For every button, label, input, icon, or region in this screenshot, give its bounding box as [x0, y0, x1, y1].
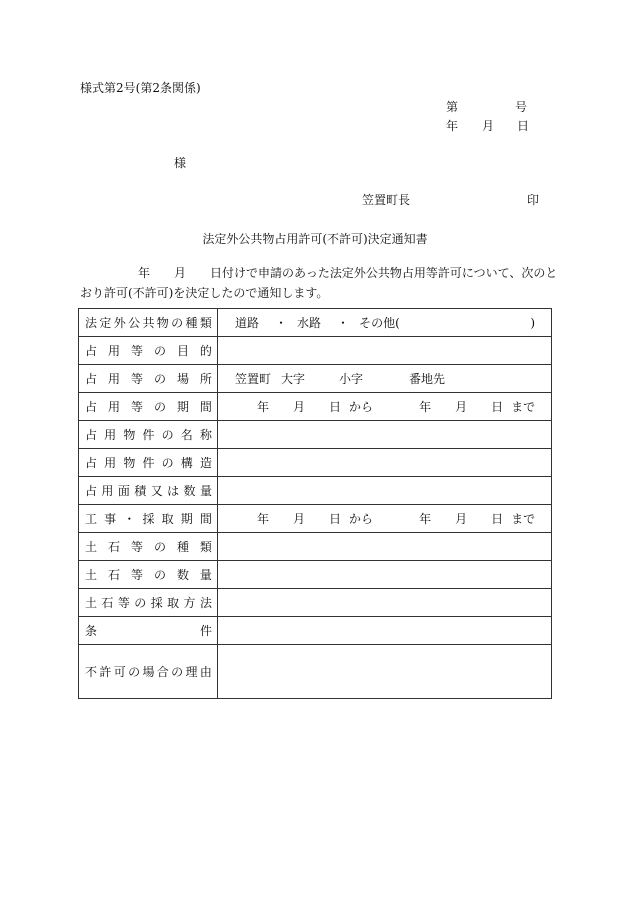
- label-purpose: [85, 345, 212, 357]
- label-char: 定: [99, 315, 112, 330]
- label-char: 土: [85, 539, 98, 554]
- work-period-fields: [235, 505, 551, 532]
- label-char: 類: [199, 315, 212, 330]
- label-char: の: [153, 399, 166, 414]
- work-end-month: 月: [455, 511, 468, 526]
- row-value: [218, 617, 552, 645]
- label-char: 等: [130, 539, 143, 554]
- period-end-day: 日: [491, 399, 504, 414]
- label-char: 又: [150, 483, 163, 498]
- row-label: [79, 309, 218, 337]
- label-char: 用: [104, 455, 117, 470]
- label-char: 種: [176, 539, 189, 554]
- table-row: [79, 617, 552, 645]
- label-char: 取: [161, 511, 174, 526]
- label-char: の: [161, 455, 174, 470]
- label-char: 量: [199, 483, 212, 498]
- row-value: [218, 645, 552, 699]
- label-char: 占: [85, 483, 98, 498]
- period-end-month: 月: [455, 399, 468, 414]
- label-char: 等: [130, 567, 143, 582]
- row-value: [218, 309, 552, 337]
- work-until: まで: [511, 511, 536, 526]
- label-char: 構: [180, 455, 193, 470]
- table-row: [79, 421, 552, 449]
- kind-sep-2: ・: [337, 315, 350, 330]
- work-from: から: [349, 511, 374, 526]
- label-char: 占: [85, 427, 98, 442]
- label-char: 件: [142, 427, 155, 442]
- kind-other-close: ): [530, 315, 535, 330]
- row-label: [79, 449, 218, 477]
- row-label: [79, 337, 218, 365]
- label-char: ・: [123, 511, 136, 526]
- label-char: 種: [185, 315, 198, 330]
- label-char: 占: [85, 399, 98, 414]
- addressee-suffix: 様: [174, 156, 187, 170]
- row-label: [79, 393, 218, 421]
- row-value: [218, 505, 552, 533]
- kind-options: [235, 309, 551, 336]
- document-title: 法定外公共物占用許可(不許可)決定通知書: [202, 232, 428, 246]
- table-row: [79, 505, 552, 533]
- label-char: 物: [123, 455, 136, 470]
- row-value: [218, 477, 552, 505]
- row-label: [79, 589, 218, 617]
- table-row: [79, 533, 552, 561]
- body-text-line-2: おり許可(不許可)を決定したので通知します。: [80, 286, 329, 300]
- form-number: 様式第2号(第2条関係): [80, 81, 201, 95]
- label-char: 目: [176, 343, 189, 358]
- period-from: から: [349, 399, 374, 414]
- label-char: 事: [104, 511, 117, 526]
- label-char: の: [134, 595, 147, 610]
- label-char: 公: [128, 315, 141, 330]
- period-start-day: 日: [329, 399, 342, 414]
- row-value: [218, 421, 552, 449]
- row-value: [218, 533, 552, 561]
- label-char: 取: [167, 595, 180, 610]
- body-text-line-1: [80, 267, 556, 279]
- label-char: 間: [199, 511, 212, 526]
- label-char: 占: [85, 371, 98, 386]
- label-soil-method: [85, 597, 212, 609]
- label-char: 用: [107, 399, 120, 414]
- row-value: [218, 589, 552, 617]
- place-fields: [235, 365, 551, 392]
- label-char: 所: [199, 371, 212, 386]
- label-char: 占: [85, 343, 98, 358]
- table-row: [79, 477, 552, 505]
- label-char: 条: [85, 623, 98, 638]
- table-row: [79, 645, 552, 699]
- label-char: の: [161, 427, 174, 442]
- label-char: 的: [199, 343, 212, 358]
- period-start-year: 年: [257, 399, 270, 414]
- seal-mark: 印: [527, 193, 540, 207]
- date-day-label: 日: [517, 119, 530, 133]
- label-char: 用: [101, 483, 114, 498]
- kind-other: その他(: [359, 315, 400, 330]
- table-row: [79, 449, 552, 477]
- label-char: 石: [101, 595, 114, 610]
- label-work-period: [85, 513, 212, 525]
- label-char: 間: [199, 399, 212, 414]
- label-object-name: [85, 429, 212, 441]
- row-label: [79, 505, 218, 533]
- work-end-year: 年: [419, 511, 432, 526]
- label-char: 件: [199, 623, 212, 638]
- label-conditions: [85, 625, 212, 637]
- issuer-name: 笠置町長: [362, 193, 411, 207]
- label-char: 造: [199, 455, 212, 470]
- label-char: 法: [199, 595, 212, 610]
- label-kind: [85, 317, 212, 329]
- label-object-structure: [85, 457, 212, 469]
- label-char: 外: [113, 315, 126, 330]
- work-start-year: 年: [257, 511, 270, 526]
- row-value: [218, 449, 552, 477]
- work-start-month: 月: [293, 511, 306, 526]
- label-char: 理: [185, 664, 198, 679]
- label-char: 場: [142, 664, 155, 679]
- label-char: 許: [99, 664, 112, 679]
- label-char: 工: [85, 511, 98, 526]
- date-month-label: 月: [482, 119, 495, 133]
- row-label: [79, 365, 218, 393]
- row-value: [218, 365, 552, 393]
- label-char: の: [153, 343, 166, 358]
- label-char: の: [153, 539, 166, 554]
- label-char: 数: [183, 483, 196, 498]
- place-koaza: 小字: [339, 371, 364, 386]
- label-char: 用: [107, 343, 120, 358]
- body-year: 年: [138, 266, 151, 280]
- label-char: の: [171, 664, 184, 679]
- work-end-day: 日: [491, 511, 504, 526]
- period-fields: [235, 393, 551, 420]
- label-soil-kind: [85, 541, 212, 553]
- row-label: [79, 561, 218, 589]
- label-char: 土: [85, 567, 98, 582]
- label-char: 占: [85, 455, 98, 470]
- period-end-year: 年: [419, 399, 432, 414]
- label-char: 採: [142, 511, 155, 526]
- table-row: [79, 561, 552, 589]
- label-char: 用: [107, 371, 120, 386]
- label-char: 物: [156, 315, 169, 330]
- doc-number-suffix: 号: [515, 100, 528, 114]
- place-town: 笠置町: [235, 371, 272, 386]
- label-char: の: [153, 371, 166, 386]
- permit-table: [78, 308, 552, 699]
- period-start-month: 月: [293, 399, 306, 414]
- label-char: 場: [176, 371, 189, 386]
- kind-waterway: 水路: [297, 315, 322, 330]
- row-label: [79, 533, 218, 561]
- label-char: 等: [130, 371, 143, 386]
- row-label: [79, 617, 218, 645]
- label-char: 数: [176, 567, 189, 582]
- kind-sep-1: ・: [275, 315, 288, 330]
- date-year-label: 年: [446, 119, 459, 133]
- label-char: 採: [150, 595, 163, 610]
- body-line1-rest: 日付けで申請のあった法定外公共物占用等許可について、次のと: [210, 266, 558, 280]
- label-char: の: [128, 664, 141, 679]
- table-row: [79, 393, 552, 421]
- row-label: [79, 645, 218, 699]
- row-value: [218, 337, 552, 365]
- label-char: の: [171, 315, 184, 330]
- label-char: 方: [183, 595, 196, 610]
- label-char: 期: [176, 399, 189, 414]
- label-char: 共: [142, 315, 155, 330]
- table-row: [79, 337, 552, 365]
- label-char: 不: [85, 664, 98, 679]
- label-char: 物: [123, 427, 136, 442]
- doc-number-prefix: 第: [446, 100, 459, 114]
- label-char: 等: [130, 343, 143, 358]
- label-char: 面: [117, 483, 130, 498]
- label-char: 名: [180, 427, 193, 442]
- label-denial-reason: [85, 666, 212, 678]
- table-row: [79, 365, 552, 393]
- label-char: 類: [199, 539, 212, 554]
- row-label: [79, 421, 218, 449]
- label-place: [85, 373, 212, 385]
- label-char: 用: [104, 427, 117, 442]
- work-start-day: 日: [329, 511, 342, 526]
- label-char: の: [153, 567, 166, 582]
- period-until: まで: [511, 399, 536, 414]
- label-char: 可: [113, 664, 126, 679]
- label-char: 量: [199, 567, 212, 582]
- label-char: 法: [85, 315, 98, 330]
- table-row: [79, 589, 552, 617]
- place-oaza: 大字: [281, 371, 306, 386]
- label-char: 石: [107, 539, 120, 554]
- label-char: 積: [134, 483, 147, 498]
- label-char: 合: [156, 664, 169, 679]
- label-char: 由: [199, 664, 212, 679]
- body-month: 月: [174, 266, 187, 280]
- label-char: 等: [117, 595, 130, 610]
- label-char: 称: [199, 427, 212, 442]
- label-area: [85, 485, 212, 497]
- row-value: [218, 561, 552, 589]
- row-value: [218, 393, 552, 421]
- label-char: 期: [180, 511, 193, 526]
- label-char: 件: [142, 455, 155, 470]
- label-char: 等: [130, 399, 143, 414]
- label-period: [85, 401, 212, 413]
- label-char: 石: [107, 567, 120, 582]
- row-label: [79, 477, 218, 505]
- label-char: 土: [85, 595, 98, 610]
- place-lot: 番地先: [409, 371, 446, 386]
- label-soil-amount: [85, 569, 212, 581]
- table-row: [79, 309, 552, 337]
- label-char: は: [167, 483, 180, 498]
- kind-road: 道路: [235, 315, 260, 330]
